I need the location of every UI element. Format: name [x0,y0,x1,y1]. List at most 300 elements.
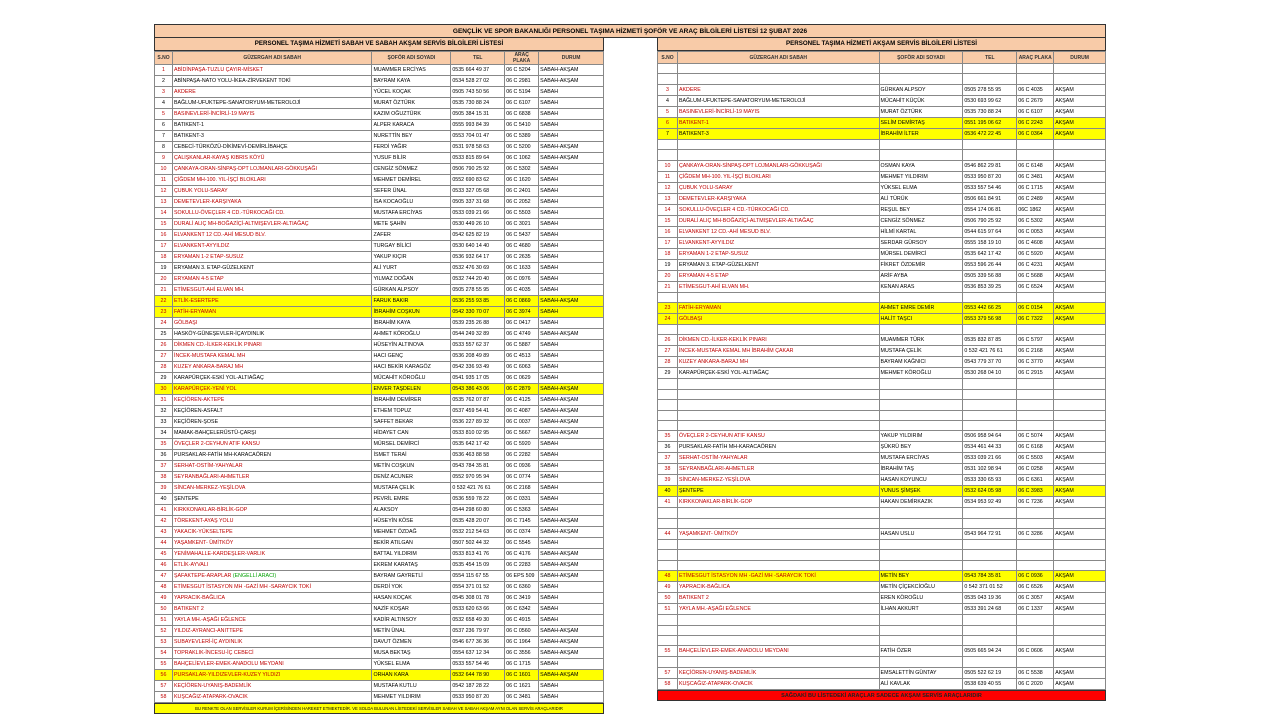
cell-no: 30 [155,384,173,395]
cell-status: SABAH-AKŞAM [539,571,604,582]
cell-driver: MÜCAHİT KÜÇÜK [879,95,963,106]
cell-no: 25 [155,329,173,340]
cell-driver: MÜRSEL DEMİRCİ [372,439,451,450]
cell-plate: 06 C 6168 [1017,442,1054,453]
cell-plate: 06 C 2168 [505,483,539,494]
cell-status: SABAH [539,208,604,219]
cell-tel: 0532 476 30 69 [451,263,505,274]
cell-route [677,540,879,550]
cell-tel: 0534 461 44 33 [963,442,1017,453]
morning-footnote: BU RENKTE OLAN SERVİSLER KURUM İÇERİSİNDEN HAREKET ETMEKTEDİR. VE SOLDA BULUNAN LİSTEDEKİ SERVİSLER SABAH VE SABAH AKŞAM AYNI OLAN SERVİS ARAÇLARIDIR [154,703,604,714]
cell-driver: METE ŞAHİN [372,219,451,230]
cell-no [658,139,678,149]
cell-route: ELVANKENT 12 CD.-AHİ MESUD BLV. [677,226,879,237]
cell-no: 51 [658,604,678,615]
cell-plate: 06 C 5074 [1017,431,1054,442]
cell-no: 7 [658,128,678,139]
cell-status [1054,540,1106,550]
table-row [155,65,604,76]
table-row [658,106,1106,117]
cell-plate: 06 C 1633 [505,263,539,274]
table-row [658,582,1106,593]
cell-no [658,379,678,389]
cell-route: ELVANKENT-AYYILDIZ [677,237,879,248]
cell-route: KEÇİÖREN-ŞOSE [172,417,372,428]
cell-no: 18 [155,252,173,263]
cell-status: SABAH-AKŞAM [539,329,604,340]
cell-tel: 0505 339 56 88 [963,270,1017,281]
cell-tel [963,400,1017,410]
cell-no: 11 [658,171,678,182]
cell-plate: 06 C 6148 [1017,160,1054,171]
cell-route [677,389,879,399]
table-row [155,538,604,549]
cell-driver [879,508,963,518]
table-row [658,453,1106,464]
cell-driver: METİN ÇİÇEKCİOĞLU [879,582,963,593]
cell-no: 33 [155,417,173,428]
cell-plate: 06 C 0037 [505,417,539,428]
cell-route: SUBAYEVLERİ-İÇ AYDINLIK [172,637,372,648]
cell-no: 39 [658,475,678,486]
cell-route: ETLİK-AYVALI [172,560,372,571]
cell-driver: MUSTAFA ÇELİK [372,483,451,494]
cell-plate: 06 C 3286 [1017,529,1054,540]
cell-route: ERYAMAN 1-2 ETAP-SUSUZ [677,248,879,259]
morning-table-body [155,65,604,703]
cell-driver [879,292,963,302]
cell-no: 21 [658,281,678,292]
cell-tel: 0535 730 88 24 [963,106,1017,117]
cell-status: AKŞAM [1054,464,1106,475]
cell-tel: 0542 625 82 19 [451,230,505,241]
table-row [658,420,1106,430]
cell-tel: 0532 212 54 63 [451,527,505,538]
table-row [658,464,1106,475]
cell-no: 28 [155,362,173,373]
cell-status: AKŞAM [1054,215,1106,226]
cell-driver: MURAT ÖZTÜRK [372,98,451,109]
cell-plate [1017,139,1054,149]
col-header-route: GÜZERGAH ADI SABAH [172,52,372,65]
cell-tel: 0533 330 65 93 [963,475,1017,486]
table-row [155,329,604,340]
cell-plate [1017,400,1054,410]
cell-driver: MEHMET ÖZDAĞ [372,527,451,538]
cell-status: SABAH-AKŞAM [539,406,604,417]
cell-tel: 0534 953 92 49 [963,497,1017,508]
cell-status [1054,139,1106,149]
cell-no: 55 [658,646,678,657]
cell-route: YAPRACIK-BAĞLICA [677,582,879,593]
cell-plate: 06C 1862 [1017,204,1054,215]
cell-status: SABAH [539,120,604,131]
cell-tel [963,518,1017,528]
cell-no: 16 [658,226,678,237]
cell-plate: 06 C 2489 [1017,193,1054,204]
cell-route: ERYAMAN 4-5 ETAP [172,274,372,285]
cell-driver: NAZİF KOŞAR [372,604,451,615]
cell-no [658,400,678,410]
cell-status: SABAH-AKŞAM [539,560,604,571]
cell-status: SABAH [539,461,604,472]
cell-tel [963,410,1017,420]
cell-no: 18 [658,248,678,259]
cell-no: 42 [155,516,173,527]
cell-driver: BAYRAM GAYRETLİ [372,571,451,582]
cell-driver: MUSTAFA ERCİYAS [879,453,963,464]
cell-status: SABAH [539,373,604,384]
cell-route: PURSAKLAR-YILDIZEVLER-KUZEY YILDIZI [172,670,372,681]
cell-tel: 0552 970 95 94 [451,472,505,483]
cell-route: ETİMESGUT İSTASYON MH -GAZİ MH -SARAYCIK TOKİ [677,571,879,582]
cell-no: 21 [155,285,173,296]
cell-no: 35 [155,439,173,450]
cell-driver: BAYRAM KAĞNICI [879,357,963,368]
cell-status [1054,420,1106,430]
cell-route: TOPRAKLIK-İNCESU-İÇ CEBECİ [172,648,372,659]
cell-route [677,292,879,302]
cell-status [1054,560,1106,570]
cell-no: 49 [155,593,173,604]
cell-plate: 06 C 1601 [505,670,539,681]
cell-status: SABAH-AKŞAM [539,296,604,307]
cell-route: ÇANKAYA-ORAN-SİNPAŞ-DPT LOJMANLARI-GÖKKUŞAĞI [172,164,372,175]
table-row [155,626,604,637]
table-row [155,428,604,439]
cell-tel: 0537 459 54 41 [451,406,505,417]
cell-driver: EREN KÖROĞLU [879,593,963,604]
cell-tel: 0535 730 88 24 [451,98,505,109]
cell-route: DURALİ ALIÇ MH-BOĞAZİÇİ-ALTMIŞEVLER-ALTIAĞAÇ [677,215,879,226]
cell-plate: 06 C 1621 [505,681,539,692]
col-header-plate: ARAÇ PLAKA [1017,52,1054,64]
cell-plate [1017,292,1054,302]
cell-plate: 06 C 0364 [1017,128,1054,139]
cell-no: 22 [155,296,173,307]
cell-tel: 0505 743 50 56 [451,87,505,98]
cell-no [658,636,678,646]
cell-driver: MEHMET KÖROĞLU [879,368,963,379]
cell-status: SABAH-AKŞAM [539,76,604,87]
cell-route: BASINEVLERİ-İNCİRLİ-19 MAYIS [172,109,372,120]
cell-no: 47 [155,571,173,582]
cell-route: GÖLBAŞI [677,313,879,324]
cell-status: SABAH [539,659,604,670]
evening-table [657,51,1106,690]
cell-route: GÖLBAŞI [172,318,372,329]
cell-route: KIRKKONAKLAR-BİRLİK-GOP [677,497,879,508]
cell-tel: 0532 624 05 98 [963,486,1017,497]
cell-route [677,400,879,410]
cell-driver [879,389,963,399]
cell-status: SABAH [539,483,604,494]
cell-driver: HACI BEKİR KARAGÖZ [372,362,451,373]
cell-tel [963,150,1017,160]
table-row [155,615,604,626]
cell-tel: 0532 744 20 40 [451,274,505,285]
cell-status [1054,550,1106,560]
cell-no [658,64,678,74]
table-row [658,571,1106,582]
cell-plate [1017,508,1054,518]
cell-status: AKŞAM [1054,442,1106,453]
cell-tel: 0553 442 66 25 [963,302,1017,313]
cell-route: HASKÖY-GÜNEŞEVLER-İÇAYDINLIK [172,329,372,340]
cell-route: ELVANKENT 12 CD.-AHİ MESUD BLV. [172,230,372,241]
cell-no: 41 [155,505,173,516]
cell-driver: TURGAY BİLİCİ [372,241,451,252]
cell-status: SABAH [539,351,604,362]
cell-route [677,324,879,334]
table-row [658,259,1106,270]
table-row [155,681,604,692]
cell-plate [1017,560,1054,570]
cell-route: KARAPÜRÇEK-ESKİ YOL-ALTIAĞAÇ [677,368,879,379]
table-row [658,636,1106,646]
cell-status: SABAH [539,164,604,175]
cell-driver: YILMAZ DOĞAN [372,274,451,285]
cell-tel: 0536 255 93 85 [451,296,505,307]
cell-tel: 0554 174 06 81 [963,204,1017,215]
cell-status [1054,615,1106,625]
cell-status: AKŞAM [1054,84,1106,95]
cell-status: SABAH [539,615,604,626]
cell-plate: 06 C 5204 [505,65,539,76]
cell-driver: KADİR ALTINSOY [372,615,451,626]
cell-tel: 0533 950 87 20 [963,171,1017,182]
cell-tel: 0533 327 05 68 [451,186,505,197]
cell-plate: 06 C 0774 [505,472,539,483]
cell-route: KEÇİÖREN-UYANIŞ-BADEMLİK [677,667,879,678]
cell-driver: MEHMET DEMİREL [372,175,451,186]
cell-tel [963,324,1017,334]
table-row [155,483,604,494]
cell-driver: HAKAN DEMİRKAZIK [879,497,963,508]
cell-no: 36 [658,442,678,453]
cell-plate: 06 C 6360 [505,582,539,593]
col-header-tel: TEL [963,52,1017,64]
cell-tel: 0541 935 17 05 [451,373,505,384]
table-row [658,84,1106,95]
cell-driver: ŞÜKRÜ BEY [879,442,963,453]
cell-driver: YAKUP YILDIRIM [879,431,963,442]
cell-driver: MUSTAFA ERCİYAS [372,208,451,219]
cell-no: 5 [155,109,173,120]
cell-status: AKŞAM [1054,204,1106,215]
cell-route: FATİH-ERYAMAN [172,307,372,318]
cell-plate: 06 C 3057 [1017,593,1054,604]
cell-status: SABAH-AKŞAM [539,527,604,538]
cell-plate: 06 C 0629 [505,373,539,384]
cell-no: 48 [658,571,678,582]
col-header-route: GÜZERGAH ADI SABAH [677,52,879,64]
cell-plate: 06 C 2679 [1017,95,1054,106]
table-row [658,497,1106,508]
cell-driver: İBRAHİM COŞKUN [372,307,451,318]
cell-plate: 06 C 5194 [505,87,539,98]
cell-no [658,508,678,518]
cell-plate: 06 C 2283 [505,560,539,571]
cell-driver: YUSUF BİLİR [372,153,451,164]
cell-tel: 0533 620 63 66 [451,604,505,615]
cell-no: 48 [155,582,173,593]
table-row [155,274,604,285]
cell-route: ERYAMAN 1-2 ETAP-SUSUZ [172,252,372,263]
cell-no [658,292,678,302]
col-header-driver: ŞOFÖR ADI SOYADI [372,52,451,65]
cell-plate: 06 C 5200 [505,142,539,153]
cell-tel: 0533 391 24 68 [963,604,1017,615]
cell-plate: 06 C 0560 [505,626,539,637]
cell-driver: KENAN ARAS [879,281,963,292]
table-row [658,678,1106,689]
cell-tel: 0536 463 88 58 [451,450,505,461]
table-row [155,208,604,219]
table-row [658,508,1106,518]
cell-route: SEYRANBAĞLARI-AHMETLER [677,464,879,475]
cell-plate: 06 C 5503 [505,208,539,219]
cell-plate: 06 C 0374 [505,527,539,538]
evening-table-header [658,52,1106,64]
cell-no: 20 [155,274,173,285]
cell-driver: NURETTİN BEY [372,131,451,142]
cell-plate: 06 C 5503 [1017,453,1054,464]
cell-no: 50 [155,604,173,615]
cell-status: AKŞAM [1054,259,1106,270]
cell-no: 1 [155,65,173,76]
col-header-status: DURUM [539,52,604,65]
document-title: GENÇLİK VE SPOR BAKANLIĞI PERSONEL TAŞIMA HİZMETİ ŞOFÖR VE ARAÇ BİLGİLERİ LİSTESİ 12 ŞUBAT 2026 [154,24,1106,38]
cell-status: SABAH [539,263,604,274]
cell-status: SABAH [539,472,604,483]
cell-plate: 06 C 1964 [505,637,539,648]
cell-status: SABAH [539,252,604,263]
cell-route: YENİMAHALLE-KARDEŞLER-VARLIK [172,549,372,560]
cell-plate: 06 C 2282 [505,450,539,461]
cell-tel: 0553 379 56 98 [963,313,1017,324]
cell-route: BAHÇELİEVLER-EMEK-ANADOLU MEYDANI [172,659,372,670]
cell-status: SABAH [539,494,604,505]
cell-status [1054,64,1106,74]
cell-no: 15 [155,219,173,230]
cell-no: 29 [155,373,173,384]
cell-status [1054,636,1106,646]
cell-no: 4 [155,98,173,109]
cell-driver: HİDAYET CAN [372,428,451,439]
cell-tel: 0505 522 62 19 [963,667,1017,678]
cell-tel: 0533 557 62 37 [451,340,505,351]
cell-tel: 0546 862 29 81 [963,160,1017,171]
col-header-plate: ARAÇ PLAKA [505,52,539,65]
table-row [658,486,1106,497]
cell-tel: 0 532 421 76 61 [451,483,505,494]
cell-plate: 06 C 6361 [1017,475,1054,486]
cell-tel: 0505 665 94 24 [963,646,1017,657]
cell-status: SABAH [539,230,604,241]
table-row [658,248,1106,259]
cell-route [677,508,879,518]
cell-plate: 06 C 2168 [1017,346,1054,357]
cell-plate: 06 C 4176 [505,549,539,560]
cell-plate: 06 C 3481 [1017,171,1054,182]
table-row [658,226,1106,237]
cell-driver: BATTAL YILDIRIM [372,549,451,560]
cell-tel: 0551 195 06 62 [963,117,1017,128]
cell-plate: 06 C 6063 [505,362,539,373]
cell-driver: DERDİ YOK [372,582,451,593]
cell-no: 54 [155,648,173,659]
cell-plate: 06 C 5538 [1017,667,1054,678]
table-row [658,475,1106,486]
table-row [658,550,1106,560]
cell-route: BATIKENT-3 [172,131,372,142]
cell-tel: 0539 235 26 88 [451,318,505,329]
cell-tel: 0536 472 22 45 [963,128,1017,139]
cell-plate: 06 C 2052 [505,197,539,208]
cell-route: SOKULLU-ÖVEÇLER 4 CD.-TÜRKOCAĞI CD. [677,204,879,215]
cell-status: AKŞAM [1054,193,1106,204]
cell-no: 41 [658,497,678,508]
cell-plate: 06 C 5389 [505,131,539,142]
cell-route: ABİNPAŞA-NATO YOLU-İKEA-ZİRVEKENT TOKİ [172,76,372,87]
cell-status: AKŞAM [1054,171,1106,182]
cell-route [677,64,879,74]
cell-route [677,379,879,389]
cell-route [677,74,879,84]
cell-driver: ETHEM TOPUZ [372,406,451,417]
cell-route [677,150,879,160]
cell-route: BATIKENT 2 [172,604,372,615]
cell-route: ÇUBUK YOLU-SARAY [172,186,372,197]
cell-status: AKŞAM [1054,593,1106,604]
cell-no: 17 [658,237,678,248]
table-row [155,582,604,593]
cell-no: 39 [155,483,173,494]
cell-status: AKŞAM [1054,281,1106,292]
cell-plate: 06 C 2020 [1017,678,1054,689]
morning-pane-title: PERSONEL TAŞIMA HİZMETİ SABAH VE SABAH AKŞAM SERVİS BİLGİLERİ LİSTESİ [154,38,604,51]
cell-tel: 0537 236 79 97 [451,626,505,637]
cell-route: YAPRACIK-BAĞLICA [172,593,372,604]
table-row [155,494,604,505]
cell-tel: 0533 950 87 20 [451,692,505,703]
cell-plate: 06 C 0936 [1017,571,1054,582]
col-header-no: S.NO [155,52,173,65]
table-row [155,604,604,615]
table-row [658,529,1106,540]
cell-driver [879,636,963,646]
table-row [155,637,604,648]
cell-plate: 06 C 4087 [505,406,539,417]
cell-tel: 0535 762 07 87 [451,395,505,406]
cell-driver: GÜRKAN ALPSOY [879,84,963,95]
cell-status: AKŞAM [1054,475,1106,486]
cell-no: 57 [658,667,678,678]
cell-no [658,550,678,560]
cell-route: ABİDİNPAŞA-TUZLU ÇAYIR-MİSKET [172,65,372,76]
table-row [155,120,604,131]
cell-no: 53 [155,637,173,648]
cell-driver: HACI GENÇ [372,351,451,362]
cell-no: 58 [155,692,173,703]
cell-driver: YUNUS ŞİMŞEK [879,486,963,497]
cell-no: 49 [658,582,678,593]
cell-plate: 06 C 3419 [505,593,539,604]
table-row [155,318,604,329]
cell-status: SABAH [539,318,604,329]
table-row [658,335,1106,346]
